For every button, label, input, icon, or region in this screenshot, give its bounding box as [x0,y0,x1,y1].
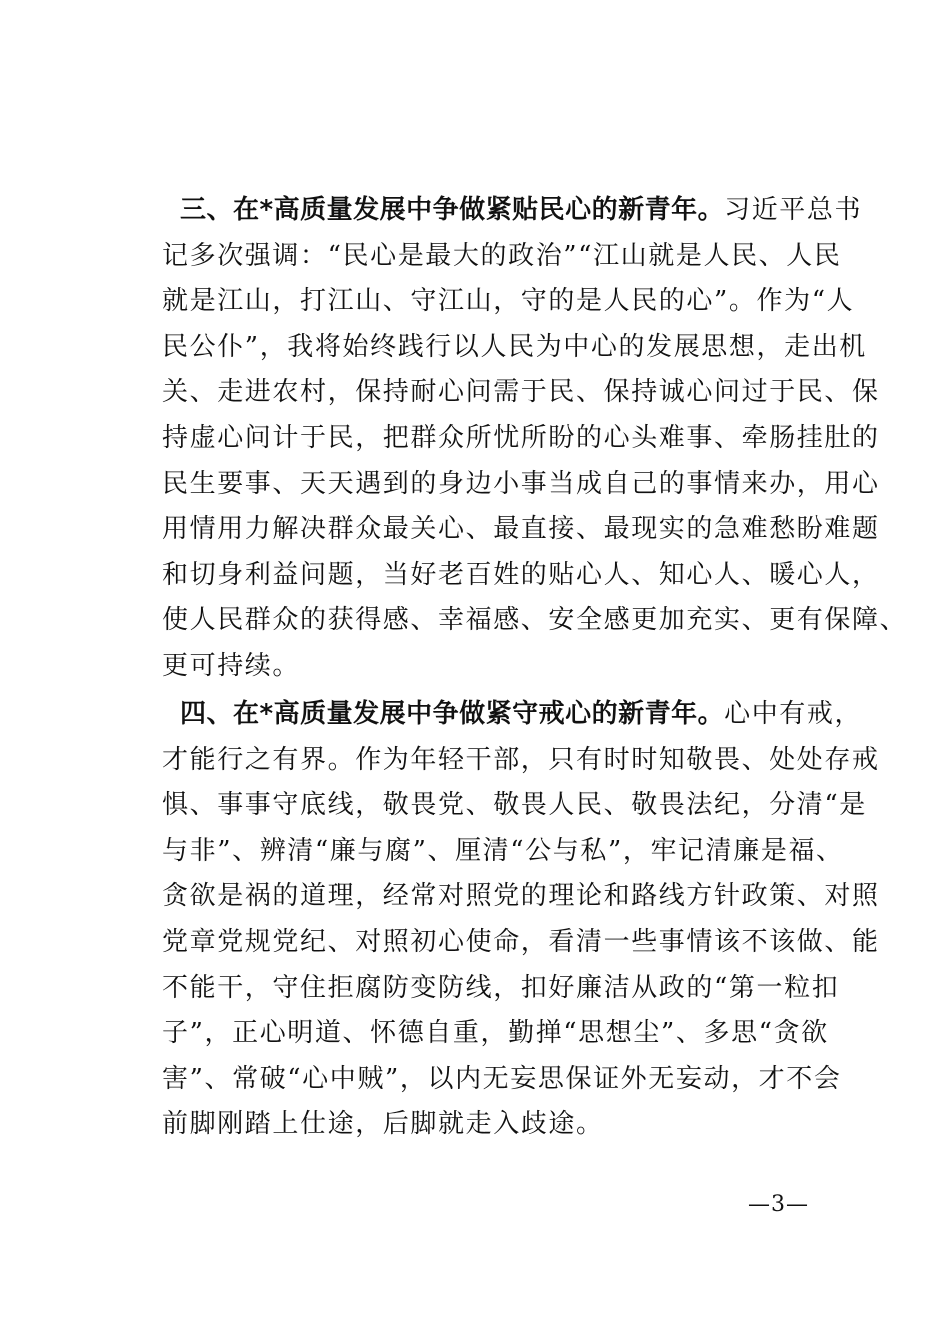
text-line: 用情用力解决群众最关心、最直接、最现实的急难愁盼难题 [162,514,880,545]
body-text: 习近平总书 [724,195,863,225]
body-text: 心中有戒， [724,699,863,729]
text-line: 民公仆”，我将始终践行以人民为中心的发展思想，走出机 [162,331,867,362]
section-heading: 三、在*高质量发展中争做紧贴民心的新青年。 [180,195,725,225]
page-number: —3— [748,1192,809,1217]
paragraph-first-line [162,188,862,234]
text-line: 才能行之有界。作为年轻干部，只有时时知敬畏、处处存戒 [162,744,880,775]
text-line: 党章党规党纪、对照初心使命，看清一些事情该不该做、能 [162,926,880,957]
text-line: 子”，正心明道、怀德自重，勤掸“思想尘”、多思“贪欲 [162,1018,829,1049]
text-line: 关、走进农村，保持耐心问需于民、保持诚心问过于民、保 [162,377,880,408]
text-line: 不能干，守住拒腐防变防线，扣好廉洁从政的“第一粒扣 [162,972,840,1003]
text-line: 前脚刚踏上仕途，后脚就走入歧途。 [162,1109,604,1140]
text-line: 与非”、辨清“廉与腐”、厘清“公与私”，牢记清廉是福、 [162,835,844,866]
text-line: 害”、常破“心中贼”，以内无妄思保证外无妄动，才不会 [162,1063,842,1094]
text-line: 民生要事、天天遇到的身边小事当成自己的事情来办，用心 [162,468,880,499]
section-heading: 四、在*高质量发展中争做紧守戒心的新青年。 [180,699,725,729]
text-line: 记多次强调：“民心是最大的政治”“江山就是人民、人民 [162,240,842,271]
text-line: 贪欲是祸的道理，经常对照党的理论和路线方针政策、对照 [162,881,880,912]
paragraph-first-line [162,692,862,738]
text-line: 就是江山，打江山、守江山，守的是人民的心”。作为“人 [162,286,855,317]
paragraph-3 [162,188,908,690]
text-line: 和切身利益问题，当好老百姓的贴心人、知心人、暖心人， [162,559,880,590]
text-line: 惧、事事守底线，敬畏党、敬畏人民、敬畏法纪，分清“是 [162,790,867,821]
paragraph-4 [162,692,880,1148]
text-line: 持虚心问计于民，把群众所忧所盼的心头难事、牵肠挂肚的 [162,422,880,453]
text-line: 使人民群众的获得感、幸福感、安全感更加充实、更有保障、 [162,605,908,636]
text-line: 更可持续。 [162,650,301,681]
